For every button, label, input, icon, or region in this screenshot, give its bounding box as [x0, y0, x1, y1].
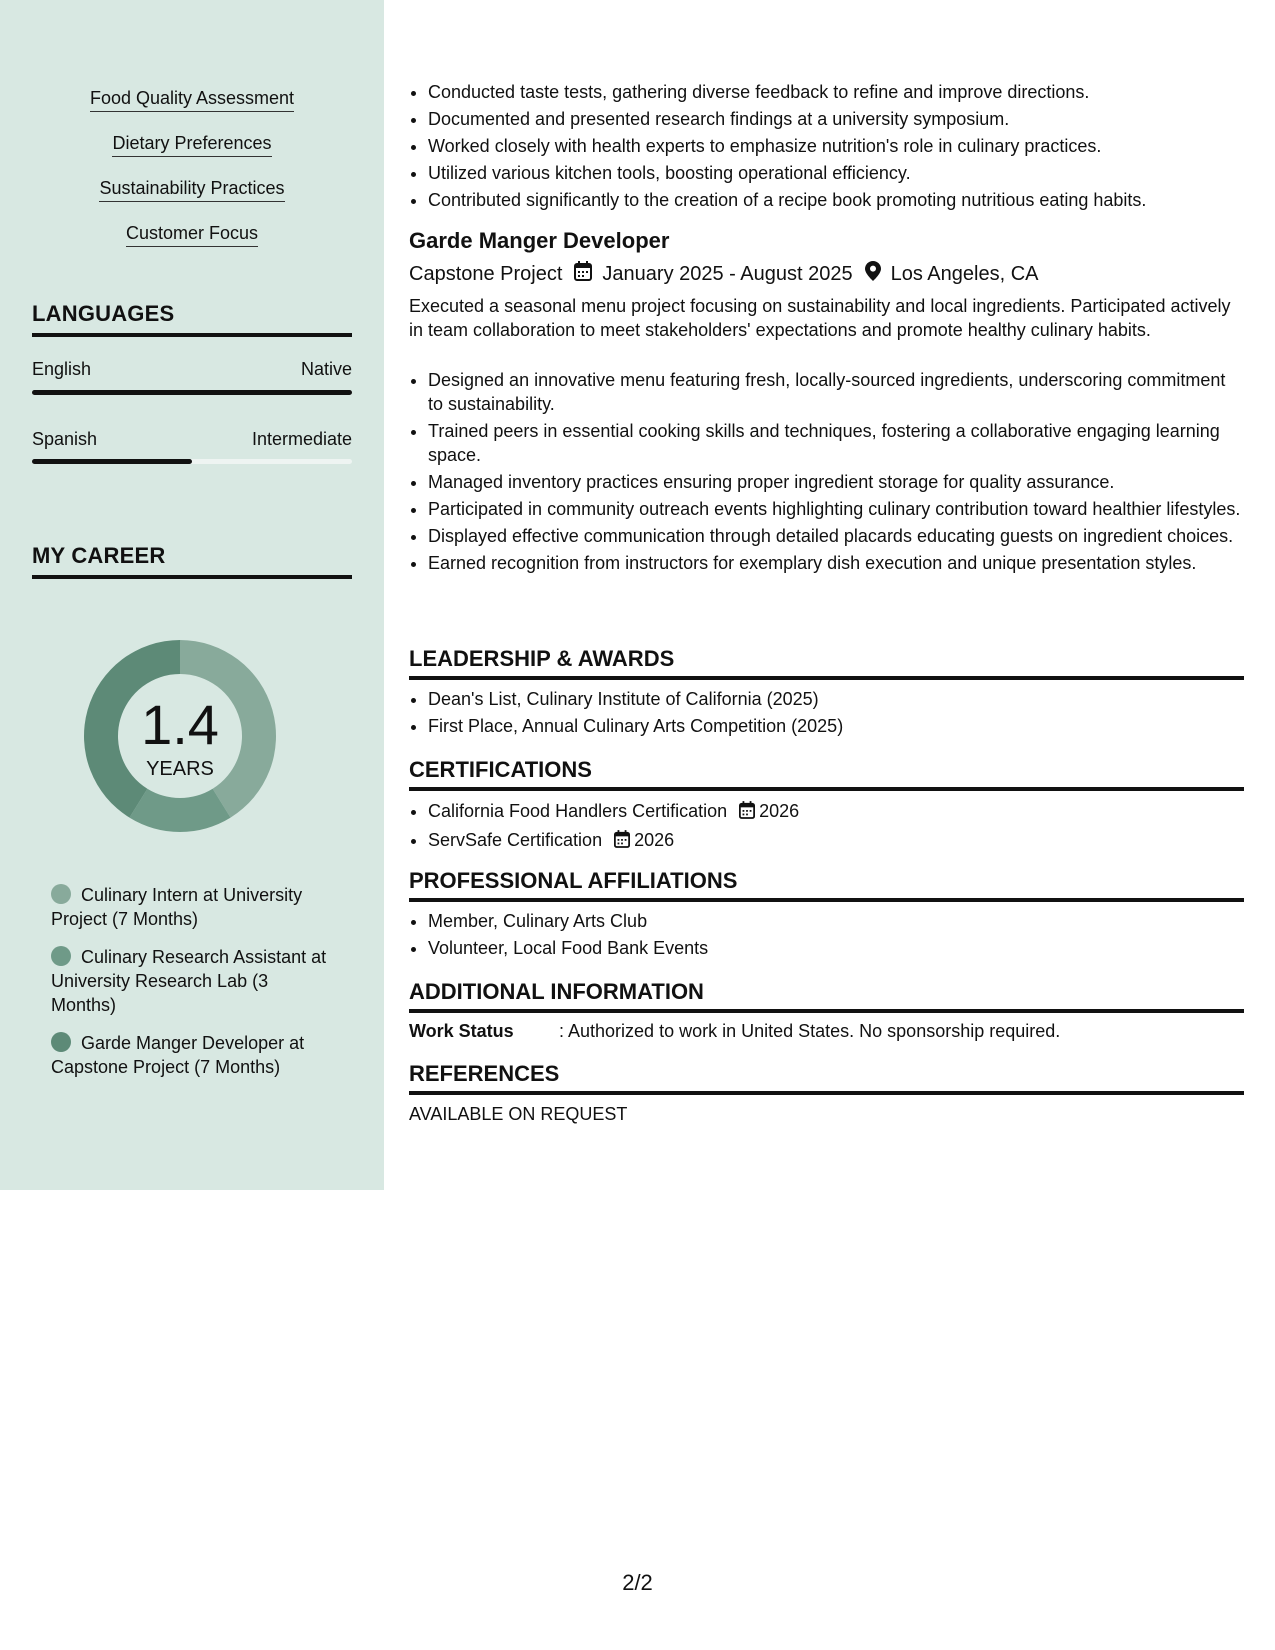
job-meta	[409, 261, 1244, 287]
language-bar-fill	[32, 459, 192, 464]
certifications-list	[409, 799, 1244, 857]
list-item: • California Food Handlers Certification 2026	[428, 799, 1244, 825]
sidebar	[0, 0, 384, 1190]
languages-heading: LANGUAGES	[32, 301, 352, 337]
legend-dot-icon	[51, 1032, 71, 1052]
job-bullets	[409, 368, 1244, 578]
certifications-heading: CERTIFICATIONS	[409, 757, 1244, 791]
legend-dot-icon	[51, 884, 71, 904]
list-item: • Documented and presented research findings at a university symposium.	[428, 107, 1244, 131]
list-item: • First Place, Annual Culinary Arts Competition (2025)	[428, 714, 1244, 738]
career-donut-chart	[66, 622, 294, 850]
career-item: Culinary Research Assistant at University Research Lab (3 Months)	[51, 947, 327, 1015]
career-item: Culinary Intern at University Project (7 Months)	[51, 885, 303, 929]
calendar-icon	[574, 261, 592, 287]
additional-heading: ADDITIONAL INFORMATION	[409, 979, 1244, 1013]
career-total-unit: YEARS	[146, 758, 214, 780]
skill-item: Customer Focus	[0, 223, 384, 244]
language-level: Native	[300, 359, 352, 379]
list-item: • Contributed significantly to the creation of a recipe book promoting nutritious eating habits.	[428, 188, 1244, 212]
references-heading: REFERENCES	[409, 1061, 1244, 1095]
affiliations-heading: PROFESSIONAL AFFILIATIONS	[409, 868, 1244, 902]
career-total-value: 1.4	[141, 693, 219, 756]
language-bar-fill	[32, 390, 352, 395]
skill-item: Dietary Preferences	[0, 133, 384, 154]
affiliations-list	[409, 909, 1244, 963]
references-text: AVAILABLE ON REQUEST	[409, 1104, 628, 1124]
donut-segment	[129, 789, 230, 832]
legend-dot-icon	[51, 946, 71, 966]
job-description: Executed a seasonal menu project focusing on sustainability and local ingredients. Participated actively in team collaboration to meet stakeholders' expectations and promote healthy culinary habits.	[409, 296, 1231, 340]
job-location: Los Angeles, CA	[890, 262, 1039, 285]
list-item: • Worked closely with health experts to emphasize nutrition's role in culinary practices.	[428, 134, 1244, 158]
language-bar	[32, 390, 352, 395]
list-item: • Participated in community outreach events highlighting culinary contribution toward healthier lifestyles.	[428, 497, 1244, 521]
calendar-icon	[614, 830, 630, 854]
work-status-label: Work Status	[409, 1021, 514, 1041]
list-item: • Managed inventory practices ensuring proper ingredient storage for quality assurance.	[428, 470, 1244, 494]
job-company: Capstone Project	[409, 262, 563, 285]
location-pin-icon	[865, 261, 881, 287]
list-item: • Member, Culinary Arts Club	[428, 909, 1244, 933]
list-item: • Dean's List, Culinary Institute of California (2025)	[428, 687, 1244, 711]
language-name: English	[32, 359, 92, 379]
list-item: • Utilized various kitchen tools, boosting operational efficiency.	[428, 161, 1244, 185]
list-item: • Displayed effective communication through detailed placards educating guests on ingredient choices.	[428, 524, 1244, 548]
list-item: • Earned recognition from instructors for exemplary dish execution and unique presentation styles.	[428, 551, 1244, 575]
list-item: • ServSafe Certification 2026	[428, 828, 1244, 854]
job-title: Garde Manger Developer	[409, 228, 670, 253]
previous-job-bullets	[409, 80, 1244, 215]
language-row	[32, 359, 352, 380]
work-status-row	[409, 1021, 1244, 1042]
career-heading: MY CAREER	[32, 543, 352, 579]
work-status-value: : Authorized to work in United States. No sponsorship required.	[559, 1021, 1061, 1041]
skill-item: Food Quality Assessment	[0, 88, 384, 109]
job-dates: January 2025 - August 2025	[602, 262, 853, 285]
language-level: Intermediate	[251, 429, 352, 449]
list-item: • Volunteer, Local Food Bank Events	[428, 936, 1244, 960]
list-item: • Trained peers in essential cooking skills and techniques, fostering a collaborative engaging learning space.	[428, 419, 1244, 467]
language-bar	[32, 459, 352, 464]
list-item: • Designed an innovative menu featuring fresh, locally-sourced ingredients, underscoring commitment to sustainability.	[428, 368, 1244, 416]
skill-item: Sustainability Practices	[0, 178, 384, 199]
page-number: 2/2	[622, 1570, 653, 1595]
list-item: • Conducted taste tests, gathering diverse feedback to refine and improve directions.	[428, 80, 1244, 104]
career-item: Garde Manger Developer at Capstone Project (7 Months)	[51, 1033, 305, 1077]
language-name: Spanish	[32, 429, 98, 449]
leadership-list	[409, 687, 1244, 741]
calendar-icon	[739, 801, 755, 825]
leadership-heading: LEADERSHIP & AWARDS	[409, 646, 1244, 680]
language-row	[32, 429, 352, 450]
